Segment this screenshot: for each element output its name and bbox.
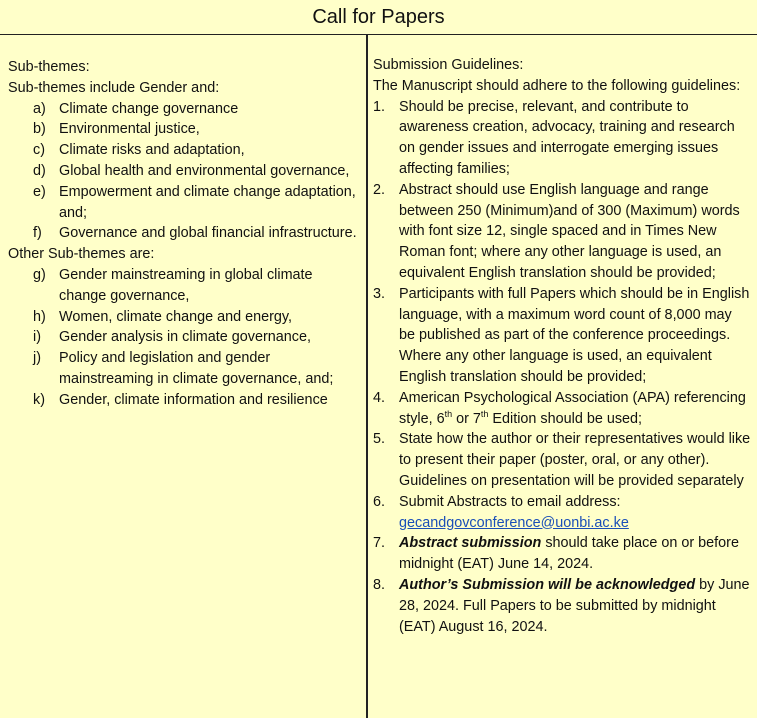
list-item-text: Edition should be used; [488, 410, 643, 427]
list-item-text: Abstract should use English language and range between 250 (Minimum)and of 300 (Maximum) words with font size 12, single spaced and in Times New Roman font; where any other language is used, an equivalent English translation should be provided; [399, 181, 740, 281]
guidelines-list [373, 97, 751, 638]
column-divider [366, 34, 368, 718]
list-item [8, 223, 360, 244]
other-subthemes-heading: Other Sub-themes are: [8, 246, 155, 263]
list-marker: 8. [373, 576, 386, 593]
list-item [373, 180, 751, 284]
list-item [373, 492, 751, 534]
list-item-text: American Psychological Association (APA) referencing style, 6 [399, 389, 746, 427]
list-marker: 1. [373, 98, 386, 115]
list-marker: 4. [373, 389, 386, 406]
emphasis-text: Abstract submission [399, 535, 542, 552]
list-item-text: should take place on or before midnight (EAT) June 14, 2024. [399, 535, 739, 573]
list-marker: c) [33, 142, 45, 159]
list-item [8, 348, 360, 390]
list-marker: a) [33, 100, 46, 117]
list-item-text: Empowerment and climate change adaptation, and; [59, 183, 356, 221]
guidelines-column [373, 55, 751, 637]
list-marker: 3. [373, 285, 386, 302]
list-item [8, 99, 360, 120]
list-item [8, 119, 360, 140]
list-marker: e) [33, 183, 46, 200]
subthemes-column [8, 57, 360, 411]
list-marker: 5. [373, 431, 386, 448]
list-item [373, 97, 751, 180]
list-item [8, 161, 360, 182]
list-item [8, 182, 360, 224]
list-item-text: Global health and environmental governance, [59, 162, 350, 179]
list-item-text: Gender mainstreaming in global climate change governance, [59, 266, 313, 304]
list-item [8, 307, 360, 328]
list-item-text: Policy and legislation and gender mainstreaming in climate governance, and; [59, 350, 334, 387]
list-item-text: Climate risks and adaptation, [59, 142, 245, 159]
list-item-text: or 7 [452, 410, 481, 427]
list-marker: j) [33, 350, 41, 367]
list-marker: g) [33, 266, 46, 283]
list-marker: i) [33, 329, 41, 346]
list-marker: f) [33, 225, 42, 242]
list-marker: 2. [373, 181, 386, 198]
list-marker: k) [33, 391, 45, 408]
list-item [373, 429, 751, 491]
superscript: th [480, 408, 489, 419]
list-item [8, 265, 360, 307]
list-item [373, 388, 751, 430]
subthemes-list [8, 99, 360, 245]
list-item-text: Gender, climate information and resilience [59, 391, 328, 408]
list-item-text: Submit Abstracts to email address: [399, 493, 621, 510]
guidelines-heading: Submission Guidelines: [373, 57, 524, 73]
list-item-text: Governance and global financial infrastructure. [59, 225, 357, 242]
list-item [373, 284, 751, 388]
list-marker: h) [33, 308, 46, 325]
subthemes-heading: Sub-themes: [8, 59, 90, 75]
list-item-text: by June 28, 2024. Full Papers to be submitted by midnight (EAT) August 16, 2024. [399, 576, 750, 635]
list-item [373, 533, 751, 575]
emphasis-text: Author’s Submission will be acknowledged [399, 576, 696, 593]
list-item-text: Should be precise, relevant, and contribute to awareness creation, advocacy, training and research on gender issues and interrogate emerging issues affecting families; [399, 98, 735, 177]
list-item [8, 390, 360, 411]
list-item-text: Environmental justice, [59, 121, 200, 138]
page-title: Call for Papers [0, 0, 757, 35]
list-marker: 7. [373, 535, 386, 552]
list-marker: b) [33, 121, 46, 138]
email-link[interactable]: gecandgovconference@uonbi.ac.ke [399, 514, 629, 531]
subthemes-intro: Sub-themes include Gender and: [8, 79, 220, 96]
list-item [8, 140, 360, 161]
list-item [373, 575, 751, 637]
list-item-text: State how the author or their representatives would like to present their paper (poster, oral, or any other). Guidelines on presentation will be provided separately [399, 431, 751, 489]
guidelines-intro: The Manuscript should adhere to the following guidelines: [373, 77, 741, 94]
superscript: th [444, 408, 453, 419]
list-item-text: Climate change governance [59, 100, 239, 117]
list-marker: d) [33, 162, 46, 179]
other-subthemes-list [8, 265, 360, 411]
list-marker: 6. [373, 493, 386, 510]
list-item [8, 327, 360, 348]
list-item-text: Women, climate change and energy, [59, 308, 293, 325]
list-item-text: Gender analysis in climate governance, [59, 329, 311, 346]
list-item-text: Participants with full Papers which should be in English language, with a maximum word count of 8,000 may be published as part of the conference proceedings. Where any other language is used, an equivalent English translation should be provided; [399, 285, 750, 385]
